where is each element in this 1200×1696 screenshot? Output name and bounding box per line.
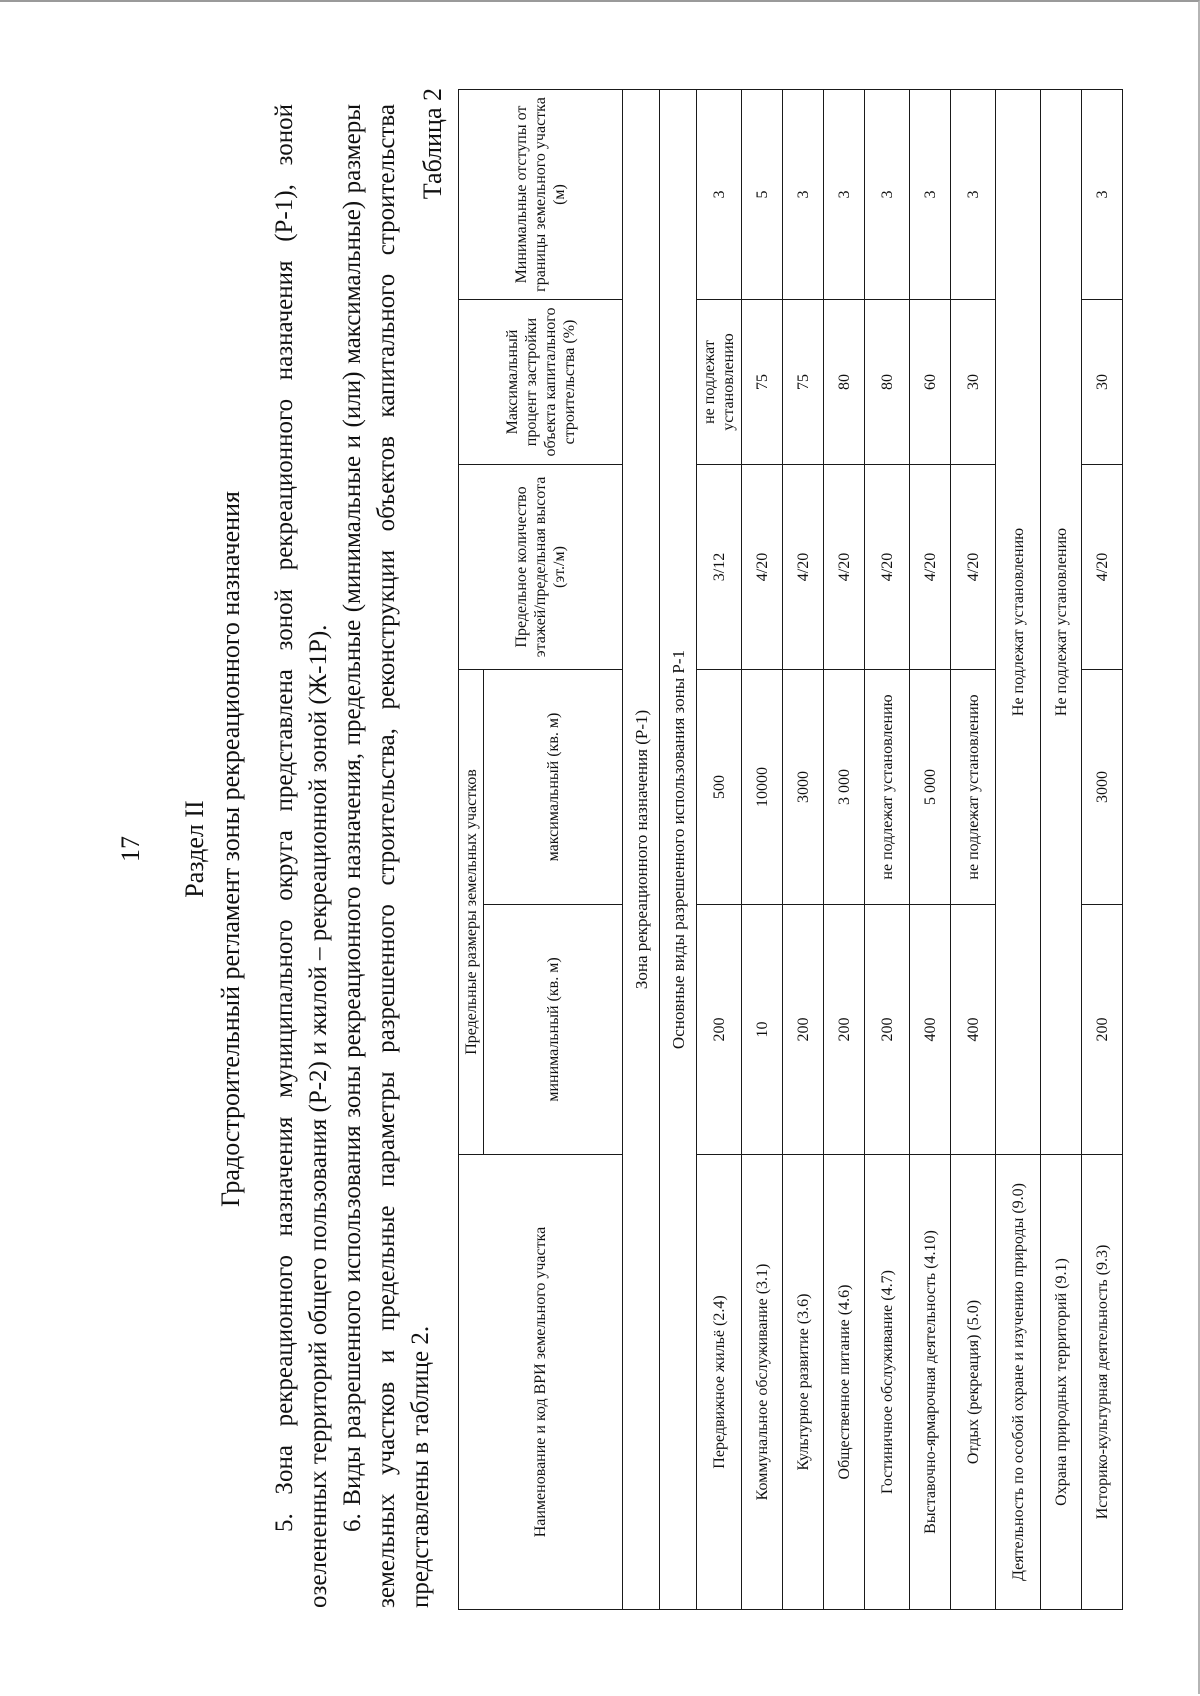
row-max-area: 500 [697, 670, 742, 905]
row-min-area: 200 [783, 905, 824, 1155]
row-offset: 3 [783, 90, 824, 300]
row-max-area: не подлежат установлению [865, 670, 910, 905]
regulation-table [458, 89, 1123, 1610]
row-floors: 4/20 [910, 465, 951, 670]
row-name: Гостиничное обслуживание (4.7) [865, 1155, 910, 1610]
row-coverage: 60 [910, 300, 951, 465]
row-offset: 3 [951, 90, 996, 300]
row-max-area: 3000 [783, 670, 824, 905]
section-subtitle: Градостроительный регламент зоны рекреационного назначения [216, 491, 245, 1207]
row-name: Отдых (рекреация) (5.0) [951, 1155, 996, 1610]
row-name: Культурное развитие (3.6) [783, 1155, 824, 1610]
row-max-area: 5 000 [910, 670, 951, 905]
table-caption: Таблица 2 [418, 88, 447, 200]
header-plot-sizes: Предельные размеры земельных участков [459, 670, 484, 1155]
row-coverage: 80 [824, 300, 865, 465]
row-min-area: 400 [951, 905, 996, 1155]
row-max-area: 3000 [1082, 670, 1123, 905]
table-row [951, 90, 996, 1610]
row-offset: 3 [1082, 90, 1123, 300]
table-row-merged [996, 90, 1041, 1610]
row-min-area: 200 [697, 905, 742, 1155]
row-floors: 3/12 [697, 465, 742, 670]
row-offset: 5 [742, 90, 783, 300]
paragraph-6: 6. Виды разрешенного использования зоны рекреационного назначения, предельные (минимальные и (или) максимальные) размеры земельных участков и предельные параметры разрешенного строительства, реконструкции объектов капитального строительства представлены в таблице 2. [339, 104, 434, 1608]
row-name: Общественное питание (4.6) [824, 1155, 865, 1610]
row-name: Передвижное жильё (2.4) [697, 1155, 742, 1610]
header-max-coverage: Максимальный процент застройки объекта капитального строительства (%) [459, 300, 623, 465]
row-max-area: не подлежат установлению [951, 670, 996, 905]
row-min-area: 200 [824, 905, 865, 1155]
section-title: Раздел II [180, 800, 209, 898]
subsection-row [660, 90, 697, 1610]
row-min-area: 10 [742, 905, 783, 1155]
row-coverage: 75 [742, 300, 783, 465]
page-number: 17 [116, 836, 145, 862]
table-row-merged [1041, 90, 1082, 1610]
table-row [697, 90, 742, 1610]
row-coverage: 30 [951, 300, 996, 465]
row-floors: 4/20 [783, 465, 824, 670]
intro-text [268, 104, 438, 1608]
header-floors-height: Предельное количество этажей/предельная высота (эт./м) [459, 465, 623, 670]
paragraph-5: 5. Зона рекреационного назначения муниципального округа представлена зоной рекреационного назначения (Р-1), зоной озелененных территорий общего пользования (Р-2) и жилой – рекреационной зоной (Ж-1Р). [271, 104, 332, 1608]
table-row [824, 90, 865, 1610]
row-merged-value: Не подлежат установлению [1041, 90, 1082, 1155]
rotated-page-content [0, 2, 1200, 1696]
row-name: Охрана природных территорий (9.1) [1041, 1155, 1082, 1610]
table-row [742, 90, 783, 1610]
table-row [783, 90, 824, 1610]
row-max-area: 3 000 [824, 670, 865, 905]
row-floors: 4/20 [951, 465, 996, 670]
row-floors: 4/20 [1082, 465, 1123, 670]
row-offset: 3 [865, 90, 910, 300]
table-header-row [459, 90, 484, 1610]
row-coverage: 30 [1082, 300, 1123, 465]
table-row [910, 90, 951, 1610]
row-name: Историко-культурная деятельность (9.3) [1082, 1155, 1123, 1610]
subsection-title: Основные виды разрешенного использования зоны Р-1 [660, 90, 697, 1610]
zone-row [623, 90, 660, 1610]
row-floors: 4/20 [865, 465, 910, 670]
row-floors: 4/20 [742, 465, 783, 670]
row-max-area: 10000 [742, 670, 783, 905]
row-coverage: 75 [783, 300, 824, 465]
header-min-offsets: Минимальные отступы от границы земельного участка (м) [459, 90, 623, 300]
table-row [1082, 90, 1123, 1610]
row-merged-value: Не подлежат установлению [996, 90, 1041, 1155]
row-offset: 3 [824, 90, 865, 300]
row-offset: 3 [697, 90, 742, 300]
row-name: Деятельность по особой охране и изучению природы (9.0) [996, 1155, 1041, 1610]
zone-title: Зона рекреационного назначения (Р-1) [623, 90, 660, 1610]
row-coverage: 80 [865, 300, 910, 465]
header-max-area: максимальный (кв. м) [484, 670, 623, 905]
header-min-area: минимальный (кв. м) [484, 905, 623, 1155]
row-min-area: 200 [865, 905, 910, 1155]
row-coverage: не подлежат установлению [697, 300, 742, 465]
header-name: Наименование и код ВРИ земельного участка [459, 1155, 623, 1610]
row-min-area: 200 [1082, 905, 1123, 1155]
table-row [865, 90, 910, 1610]
row-floors: 4/20 [824, 465, 865, 670]
row-name: Выставочно-ярмарочная деятельность (4.10) [910, 1155, 951, 1610]
row-offset: 3 [910, 90, 951, 300]
row-name: Коммунальное обслуживание (3.1) [742, 1155, 783, 1610]
row-min-area: 400 [910, 905, 951, 1155]
